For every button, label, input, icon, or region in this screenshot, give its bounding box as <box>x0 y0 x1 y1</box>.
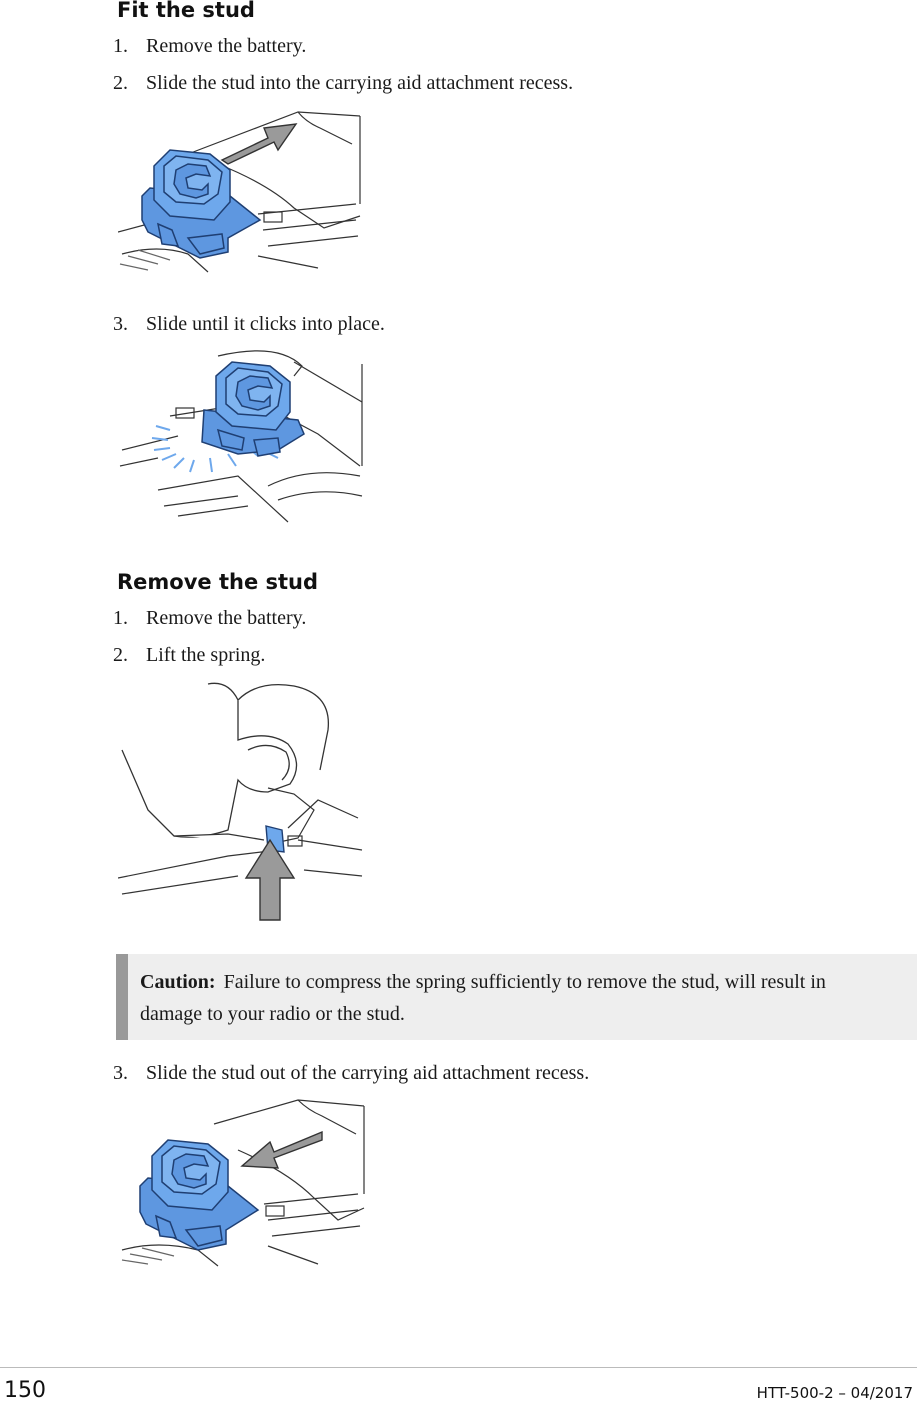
step-text: Slide until it clicks into place. <box>146 313 385 335</box>
stud-icon <box>142 150 260 258</box>
arrow-icon <box>242 1132 322 1168</box>
remove-step-2 <box>113 643 265 667</box>
step-number: 1. <box>113 607 128 629</box>
arrow-icon <box>222 124 296 164</box>
step-text: Slide the stud into the carrying aid attachment recess. <box>146 72 574 94</box>
fit-step-2 <box>113 71 573 95</box>
figure-lift-spring <box>118 680 368 925</box>
step-text: Remove the battery. <box>146 607 307 629</box>
figure-slide-stud-in <box>118 104 362 274</box>
figure-slide-stud-out <box>118 1094 368 1268</box>
stud-icon <box>140 1140 258 1250</box>
step-number: 3. <box>113 313 128 335</box>
caution-label: Caution: <box>140 971 216 993</box>
fit-step-3 <box>113 312 385 336</box>
caution-text: Failure to compress the spring sufficiently to remove the stud, will result in damage to your radio or the stud. <box>140 971 826 1025</box>
step-number: 2. <box>113 644 128 666</box>
section-heading-fit-stud: Fit the stud <box>117 0 255 22</box>
document-id: HTT-500-2 – 04/2017 <box>756 1384 913 1402</box>
remove-step-1 <box>113 606 306 630</box>
section-heading-remove-stud: Remove the stud <box>117 570 319 594</box>
fit-step-1 <box>113 34 306 58</box>
up-arrow-icon <box>246 840 294 920</box>
figure-stud-click <box>118 346 368 524</box>
remove-step-3 <box>113 1061 589 1085</box>
stud-icon <box>202 362 304 456</box>
step-number: 3. <box>113 1062 128 1084</box>
step-text: Slide the stud out of the carrying aid attachment recess. <box>146 1062 590 1084</box>
footer-divider <box>0 1367 917 1368</box>
step-text: Remove the battery. <box>146 35 307 57</box>
step-text: Lift the spring. <box>146 644 266 666</box>
page-number: 150 <box>4 1378 46 1403</box>
step-number: 2. <box>113 72 128 94</box>
step-number: 1. <box>113 35 128 57</box>
caution-box <box>116 954 917 1040</box>
